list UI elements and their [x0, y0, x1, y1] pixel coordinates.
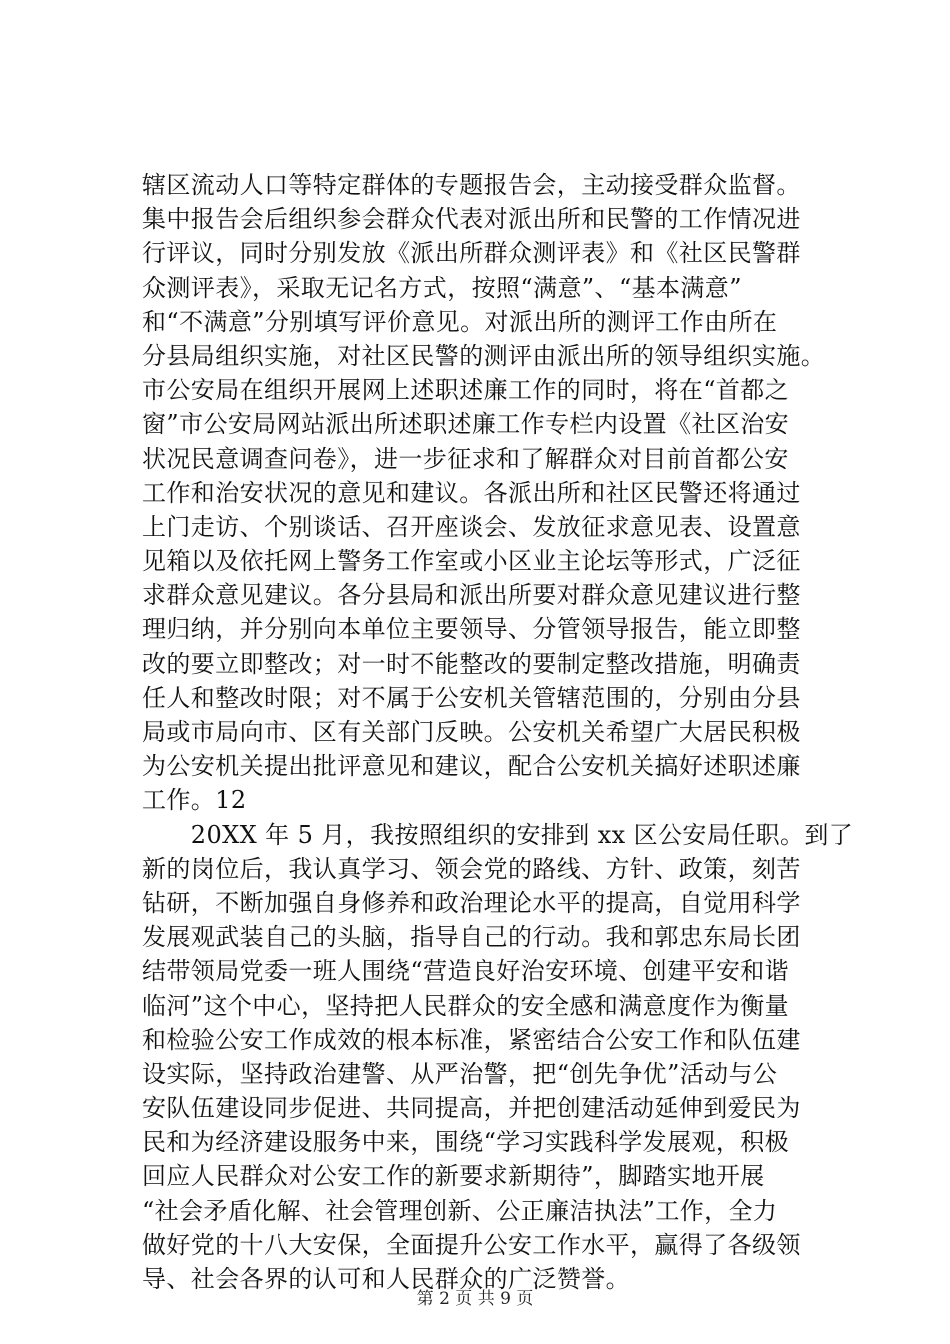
page-number-label: 第 2 页 共 9 页 [416, 1289, 534, 1309]
text-line: 和“不满意”分别填写评价意见。对派出所的测评工作由所在 [142, 307, 778, 336]
paragraph-1 [142, 168, 842, 818]
text-line: 任人和整改时限；对不属于公安机关管辖范围的，分别由分县 [142, 683, 801, 712]
page-footer [0, 1284, 950, 1309]
text-line: 新的岗位后，我认真学习、领会党的路线、方针、政策，刻苦 [142, 854, 801, 883]
text-line: 工作和治安状况的意见和建议。各派出所和社区民警还将通过 [142, 478, 801, 507]
text-line: 20XX 年 5 月，我按照组织的安排到 xx 区公安局任职。到了 [142, 820, 854, 849]
text-line: 改的要立即整改；对一时不能整改的要制定整改措施，明确责 [142, 649, 801, 678]
text-line: 众测评表》，采取无记名方式，按照“满意”、“基本满意” [142, 273, 742, 302]
text-line: 为公安机关提出批评意见和建议，配合公安机关搞好述职述廉 [142, 752, 801, 781]
text-line: 理归纳，并分别向本单位主要领导、分管领导报告，能立即整 [142, 615, 801, 644]
text-line: 辖区流动人口等特定群体的专题报告会，主动接受群众监督。 [142, 171, 801, 199]
text-line: 行评议，同时分别发放《派出所群众测评表》和《社区民警群 [142, 239, 801, 268]
text-line: 设实际，坚持政治建警、从严治警，把“创先争优”活动与公 [142, 1059, 778, 1088]
text-line: 工作。12 [142, 786, 247, 815]
text-line: 状况民意调查问卷》，进一步征求和了解群众对目前首都公安 [142, 444, 789, 473]
text-line: 民和为经济建设服务中来，围绕“学习实践科学发展观，积极 [142, 1128, 790, 1157]
text-line: 发展观武装自己的头脑，指导自己的行动。我和郭忠东局长团 [142, 923, 801, 952]
text-line: 窗”市公安局网站派出所述职述廉工作专栏内设置《社区治安 [142, 410, 790, 439]
paragraph-2 [142, 818, 854, 1297]
text-line: 导、社会各界的认可和人民群众的广泛赞誉。 [142, 1265, 630, 1293]
text-line: 回应人民群众对公安工作的新要求新期待”，脚踏实地开展 [142, 1162, 765, 1191]
document-body [142, 168, 854, 1296]
text-line: 分县局组织实施，对社区民警的测评由派出所的领导组织实施。 [142, 341, 826, 370]
text-line: 临河”这个中心，坚持把人民群众的安全感和满意度作为衡量 [142, 991, 790, 1020]
text-line: “社会矛盾化解、社会管理创新、公正廉洁执法”工作，全力 [142, 1196, 778, 1225]
text-line: 上门走访、个别谈话、召开座谈会、发放征求意见表、设置意 [142, 512, 801, 541]
text-line: 钻研，不断加强自身修养和政治理论水平的提高，自觉用科学 [142, 888, 801, 917]
text-line: 市公安局在组织开展网上述职述廉工作的同时，将在“首都之 [142, 376, 790, 405]
text-line: 局或市局向市、区有关部门反映。公安机关希望广大居民积极 [142, 718, 801, 746]
text-line: 做好党的十八大安保，全面提升公安工作水平，赢得了各级领 [142, 1230, 801, 1259]
text-line: 集中报告会后组织参会群众代表对派出所和民警的工作情况进 [142, 205, 801, 234]
text-line: 求群众意见建议。各分县局和派出所要对群众意见建议进行整 [142, 581, 801, 610]
text-line: 安队伍建设同步促进、共同提高，并把创建活动延伸到爱民为 [142, 1094, 801, 1123]
text-line: 和检验公安工作成效的根本标准，紧密结合公安工作和队伍建 [142, 1025, 801, 1054]
text-line: 见箱以及依托网上警务工作室或小区业主论坛等形式，广泛征 [142, 547, 801, 576]
text-line: 结带领局党委一班人围绕“营造良好治安环境、创建平安和谐 [142, 957, 790, 986]
